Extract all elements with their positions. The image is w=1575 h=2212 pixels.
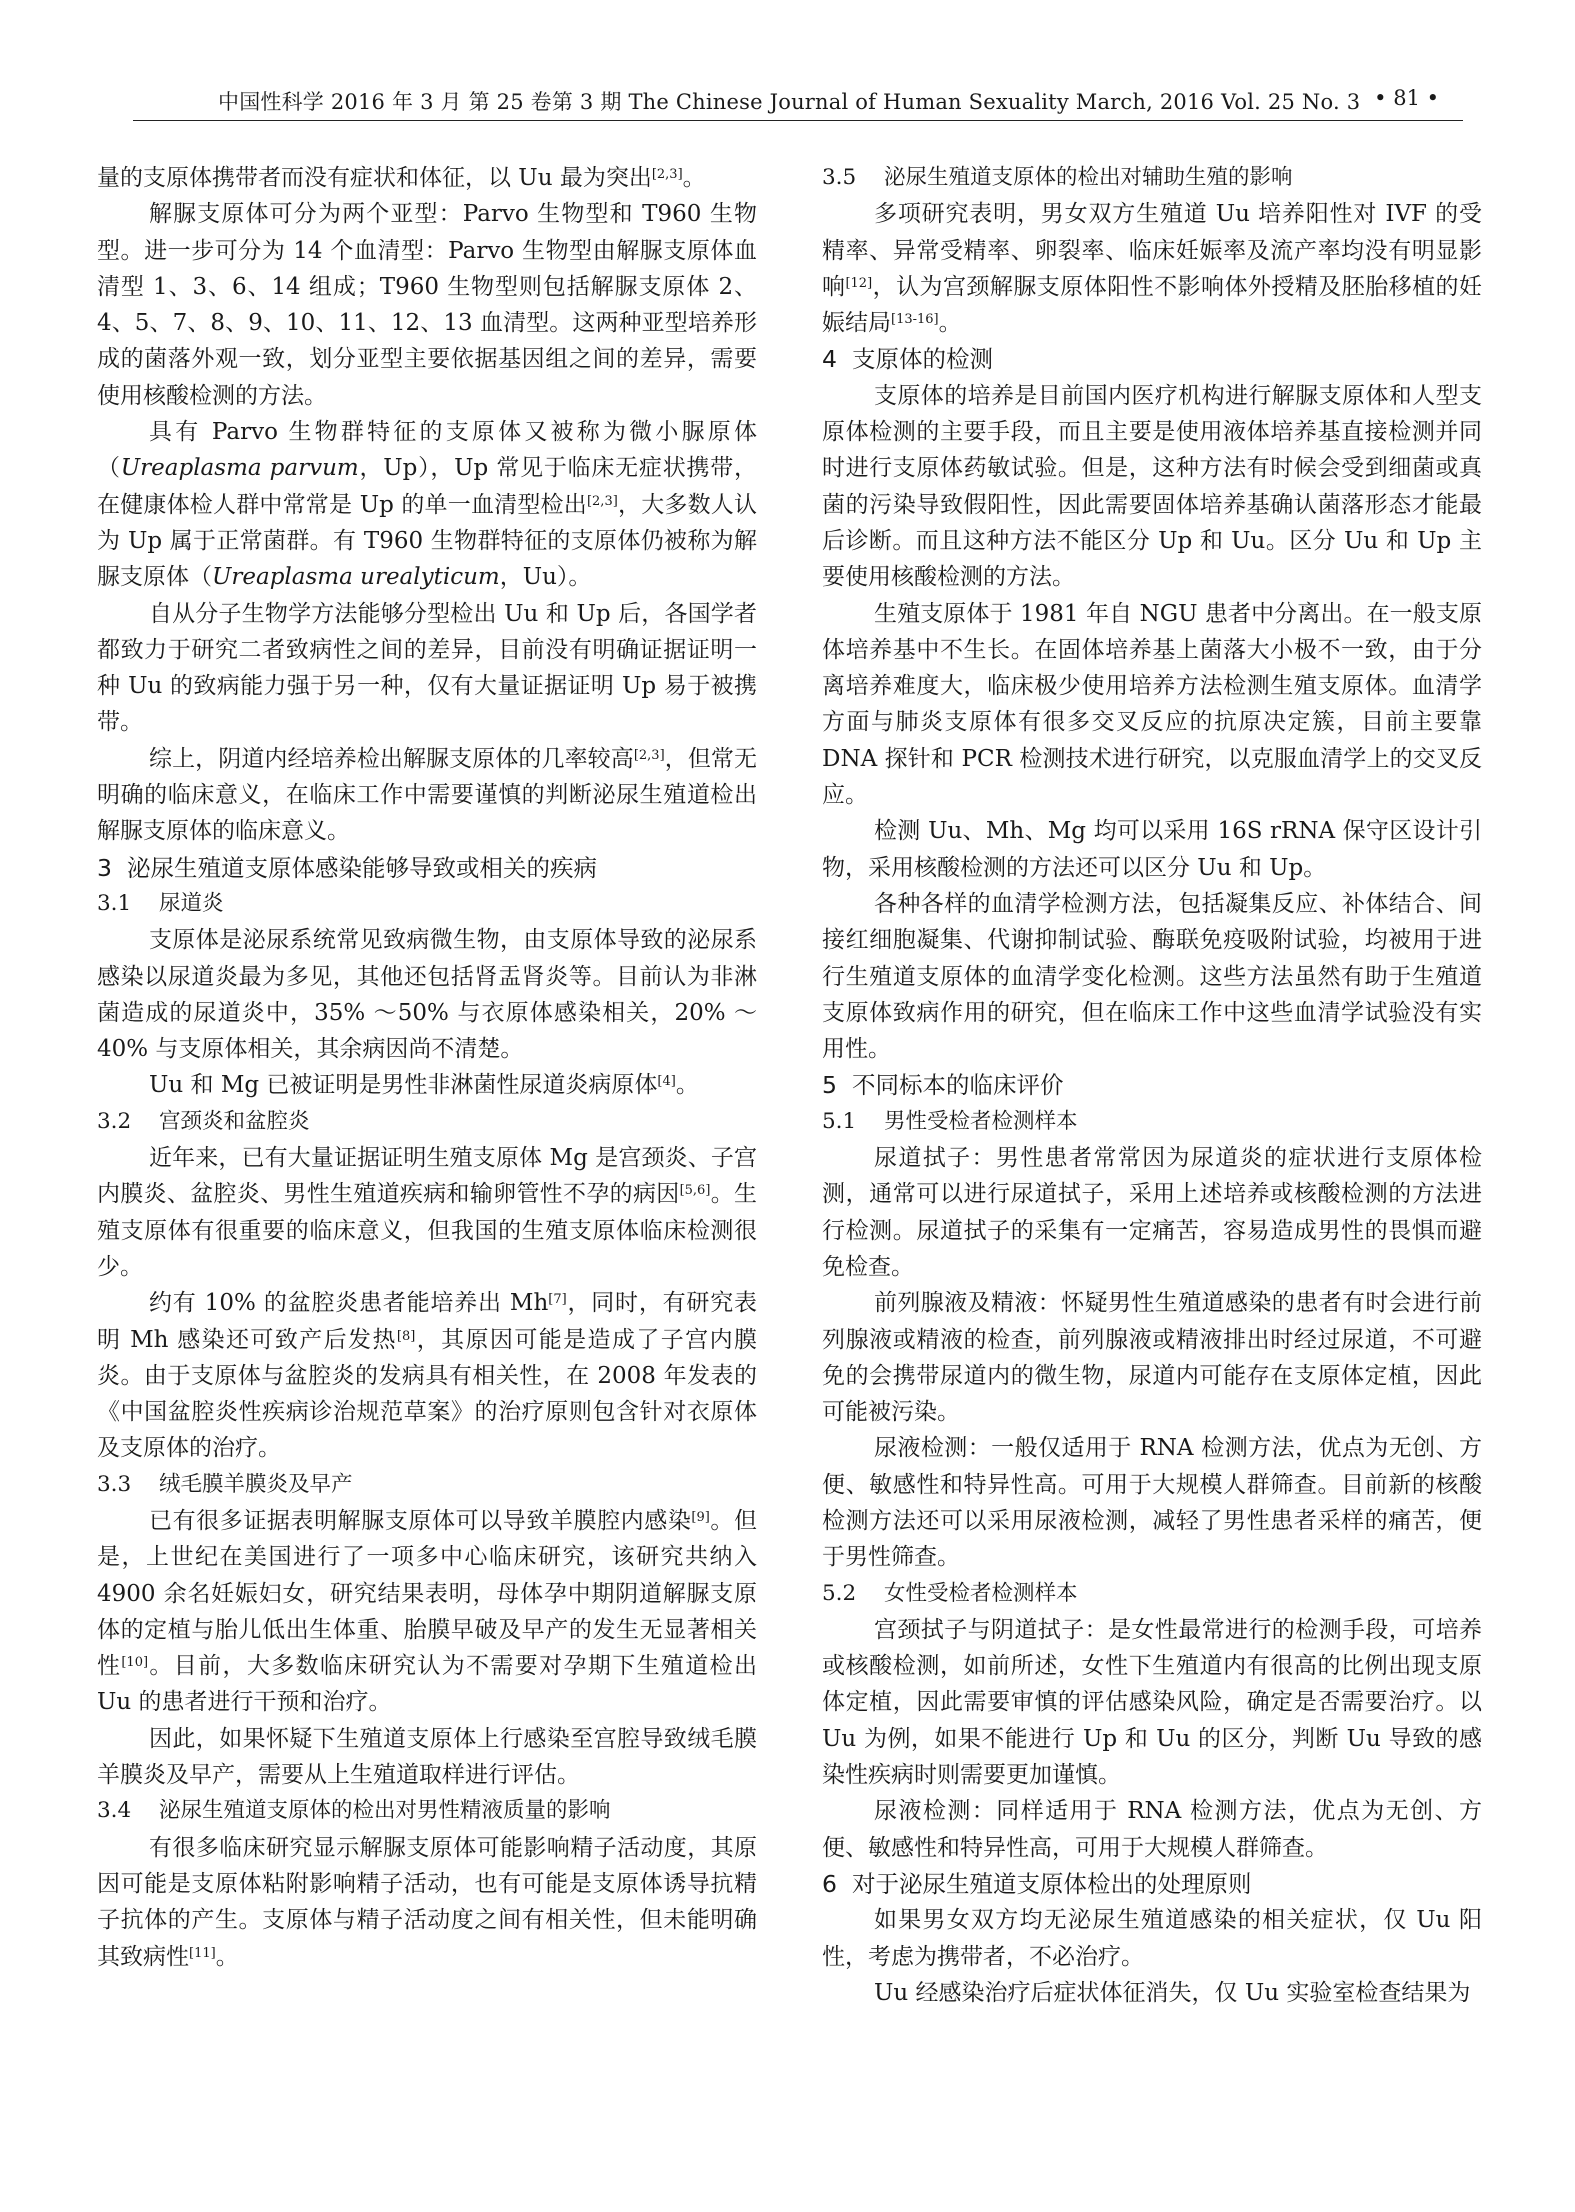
text-run: 具有 Parvo 生物群特征的支原体又被称为微小脲原体（: [97, 419, 757, 482]
journal-running-head: 中国性科学 2016 年 3 月 第 25 卷第 3 期 The Chinese Journal of Human Sexuality March, 2016 Vol. 25 No. 3: [218, 90, 1361, 114]
citation-ref: [5,6]: [679, 1183, 711, 1199]
latin-species-name: Ureaplasma urealyticum: [212, 564, 500, 591]
text-run: 。: [938, 310, 962, 337]
citation-ref: [8]: [396, 1328, 416, 1344]
body-paragraph: [822, 886, 1482, 1067]
section-title: 尿道炎: [159, 890, 224, 916]
text-run: ，但常无明确的临床意义，在临床工作中需要谨慎的判断泌尿生殖道检出解脲支原体的临床意义。: [97, 745, 758, 845]
subsection-heading: [97, 1467, 757, 1503]
body-paragraph: [822, 1975, 1482, 2011]
citation-ref: [7]: [548, 1292, 567, 1308]
text-run: 宫颈拭子与阴道拭子：是女性最常进行的检测手段，可培养或核酸检测，如前所述，女性下生殖道内有很高的比例出现支原体定植，因此需要审慎的评估感染风险，确定是否需要治疗。以 Uu 为例，如果不能进行 Up 和 Uu 的区分，判断 Uu 导致的感染性疾病时则需要更加谨慎。: [822, 1616, 1482, 1789]
section-number: 4: [822, 345, 837, 374]
text-run: 近年来，已有大量证据证明生殖支原体 Mg 是宫颈炎、子宫内膜炎、盆腔炎、男性生殖道疾病和输卵管性不孕的病因: [97, 1145, 757, 1208]
text-run: 自从分子生物学方法能够分型检出 Uu 和 Up 后，各国学者都致力于研究二者致病性之间的差异，目前没有明确证据证明一种 Uu 的致病能力强于另一种，仅有大量证据证明 Up 易于被携带。: [97, 600, 757, 736]
section-number: 6: [822, 1869, 837, 1898]
text-run: 。目前，大多数临床研究认为不需要对孕期下生殖道检出 Uu 的患者进行干预和治疗。: [97, 1653, 758, 1716]
section-title: 不同标本的临床评价: [852, 1071, 1064, 1100]
text-run: 前列腺液及精液：怀疑男性生殖道感染的患者有时会进行前列腺液或精液的检查，前列腺液或精液排出时经过尿道，不可避免的会携带尿道内的微生物，尿道内可能存在支原体定植，因此可能被污染。: [822, 1290, 1482, 1426]
text-run: 检测 Uu、Mh、Mg 均可以采用 16S rRNA 保守区设计引物，采用核酸检测的方法还可以区分 Uu 和 Up。: [822, 818, 1482, 881]
text-run: 。生殖支原体有很重要的临床意义，但我国的生殖支原体临床检测很少。: [97, 1181, 758, 1280]
text-run: 多项研究表明，男女双方生殖道 Uu 培养阳性对 IVF 的受精率、异常受精率、卵裂率、临床妊娠率及流产率均没有明显影响: [822, 201, 1482, 300]
text-run: 解脲支原体可分为两个亚型：Parvo 生物型和 T960 生物型。进一步可分为 14 个血清型：Parvo 生物型由解脲支原体血清型 1、3、6、14 组成；T960 生物型则包括解脲支原体 2、4、5、7、8、9、10、11、12、13 血清型。这两种亚型培养形成的菌落外观一致，划分亚型主要依据基因组之间的差异，需要使用核酸检测的方法。: [97, 201, 757, 409]
body-paragraph: [822, 1793, 1482, 1866]
subsection-heading: [822, 1104, 1482, 1140]
left-column: [97, 160, 757, 1975]
body-paragraph: [822, 1902, 1482, 1975]
body-paragraph: [97, 1721, 757, 1794]
section-title: 宫颈炎和盆腔炎: [159, 1108, 310, 1134]
citation-ref: [2,3]: [586, 493, 618, 509]
citation-ref: [13-16]: [891, 312, 939, 328]
citation-ref: [2,3]: [633, 747, 665, 763]
section-title: 绒毛膜羊膜炎及早产: [159, 1471, 353, 1497]
text-run: 有很多临床研究显示解脲支原体可能影响精子活动度，其原因可能是支原体粘附影响精子活动，也有可能是支原体诱导抗精子抗体的产生。支原体与精子活动度之间有相关性，但未能明确其致病性: [97, 1834, 757, 1970]
text-run: 尿液检测：同样适用于 RNA 检测方法，优点为无创、方便、敏感性和特异性高，可用于大规模人群筛查。: [822, 1798, 1482, 1861]
subsection-heading: [97, 1104, 757, 1140]
text-run: 支原体是泌尿系统常见致病微生物，由支原体导致的泌尿系感染以尿道炎最为多见，其他还包括肾盂肾炎等。目前认为非淋菌造成的尿道炎中，35% ～50% 与衣原体感染相关，20% ～40% 与支原体相关，其余病因尚不清楚。: [97, 927, 757, 1063]
section-number: 3: [97, 853, 112, 882]
citation-ref: [2,3]: [651, 167, 683, 182]
body-paragraph: [822, 1140, 1482, 1285]
section-number: 5.1: [822, 1108, 857, 1134]
body-paragraph: [97, 596, 757, 741]
section-number: 5: [822, 1071, 837, 1100]
body-paragraph: [822, 813, 1482, 886]
section-heading: [97, 850, 757, 886]
body-paragraph: [97, 160, 757, 196]
body-paragraph: [97, 1140, 757, 1285]
section-number: 3.5: [822, 165, 857, 190]
section-heading: [822, 341, 1482, 377]
body-paragraph: [822, 596, 1482, 814]
section-number: 3.1: [97, 890, 132, 916]
text-run: 量的支原体携带者而没有症状和体征，以 Uu 最为突出: [97, 165, 652, 191]
citation-ref: [11]: [189, 1945, 216, 1961]
page-number: • 81 •: [1374, 86, 1439, 110]
body-paragraph: [822, 1430, 1482, 1575]
text-run: 尿液检测：一般仅适用于 RNA 检测方法，优点为无创、方便、敏感性和特异性高。可用于大规模人群筛查。目前新的核酸检测方法还可以采用尿液检测，减轻了男性患者采样的痛苦，便于男性筛查。: [822, 1435, 1482, 1571]
body-paragraph: [97, 1830, 757, 1975]
citation-ref: [4]: [657, 1074, 676, 1090]
body-paragraph: [97, 414, 757, 595]
text-run: ，认为宫颈解脲支原体阳性不影响体外授精及胚胎移植的妊娠结局: [822, 273, 1483, 337]
text-run: 因此，如果怀疑下生殖道支原体上行感染至宫腔导致绒毛膜羊膜炎及早产，需要从上生殖道取样进行评估。: [97, 1725, 757, 1789]
section-title: 泌尿生殖道支原体的检出对男性精液质量的影响: [159, 1798, 611, 1824]
text-run: 已有很多证据表明解脲支原体可以导致羊膜腔内感染: [149, 1507, 692, 1534]
text-run: 。: [682, 165, 706, 191]
text-run: ，同时，有研究表明 Mh 感染还可致产后发热: [97, 1290, 758, 1353]
running-header: [133, 80, 1463, 121]
body-paragraph: [97, 741, 757, 850]
text-run: Uu 和 Mg 已被证明是男性非淋菌性尿道炎病原体: [149, 1072, 658, 1099]
body-paragraph: [97, 196, 757, 414]
section-title: 泌尿生殖道支原体感染能够导致或相关的疾病: [127, 853, 597, 882]
text-run: ，Up），Up 常见于临床无症状携带，在健康体检人群中常常是 Up 的单一血清型检出: [97, 455, 757, 518]
text-run: ，Uu）。: [499, 564, 592, 591]
section-heading: [822, 1067, 1482, 1103]
text-run: 综上，阴道内经培养检出解脲支原体的几率较高: [149, 745, 634, 772]
latin-species-name: Ureaplasma parvum: [120, 455, 359, 482]
section-heading: [822, 1866, 1482, 1902]
text-run: 支原体的培养是目前国内医疗机构进行解脲支原体和人型支原体检测的主要手段，而且主要是使用液体培养基直接检测并同时进行支原体药敏试验。但是，这种方法有时候会受到细菌或真菌的污染导致假阳性，因此需要固体培养基确认菌落形态才能最后诊断。而且这种方法不能区分 Up 和 Uu。区分 Uu 和 Up 主要使用核酸检测的方法。: [822, 382, 1482, 591]
text-run: 尿道拭子：男性患者常常因为尿道炎的症状进行支原体检测，通常可以进行尿道拭子，采用上述培养或核酸检测的方法进行检测。尿道拭子的采集有一定痛苦，容易造成男性的畏惧而避免检查。: [822, 1145, 1482, 1280]
body-paragraph: [97, 922, 757, 1067]
section-title: 男性受检者检测样本: [884, 1108, 1078, 1134]
text-run: 生殖支原体于 1981 年自 NGU 患者中分离出。在一般支原体培养基中不生长。在固体培养基上菌落大小极不一致，由于分离培养难度大，临床极少使用培养方法检测生殖支原体。血清学方面与肺炎支原体有很多交叉反应的抗原决定簇，目前主要靠 DNA 探针和 PCR 检测技术进行研究，以克服血清学上的交叉反应。: [822, 600, 1482, 809]
citation-ref: [9]: [691, 1509, 710, 1525]
text-run: Uu 经感染治疗后症状体征消失，仅 Uu 实验室检查结果为: [874, 1979, 1471, 2006]
body-paragraph: [822, 1612, 1482, 1793]
body-paragraph: [822, 196, 1482, 341]
section-number: 3.3: [97, 1471, 132, 1497]
text-run: 各种各样的血清学检测方法，包括凝集反应、补体结合、间接红细胞凝集、代谢抑制试验、酶联免疫吸附试验，均被用于进行生殖道支原体的血清学变化检测。这些方法虽然有助于生殖道支原体致病作用的研究，但在临床工作中这些血清学试验没有实用性。: [822, 890, 1482, 1063]
subsection-heading: [97, 886, 757, 922]
text-run: 。但是，上世纪在美国进行了一项多中心临床研究，该研究共纳入 4900 余名妊娠妇女，研究结果表明，母体孕中期阴道解脲支原体的定植与胎儿低出生体重、胎膜早破及早产的发生无显著相关性: [97, 1507, 758, 1680]
text-run: 。: [675, 1072, 699, 1099]
subsection-heading: [97, 1793, 757, 1829]
body-paragraph: [97, 1503, 757, 1721]
text-run: ，其原因可能是造成了子宫内膜炎。由于支原体与盆腔炎的发病具有相关性，在 2008 年发表的《中国盆腔炎性疾病诊治规范草案》的治疗原则包含针对衣原体及支原体的治疗。: [97, 1326, 757, 1462]
section-title: 泌尿生殖道支原体的检出对辅助生殖的影响: [884, 165, 1293, 190]
section-title: 女性受检者检测样本: [884, 1580, 1078, 1606]
body-paragraph: [97, 1285, 757, 1466]
body-paragraph: [97, 1067, 757, 1103]
subsection-heading: [822, 1576, 1482, 1612]
citation-ref: [10]: [121, 1655, 149, 1671]
body-paragraph: [822, 378, 1482, 596]
section-number: 3.4: [97, 1798, 132, 1824]
section-number: 3.2: [97, 1108, 132, 1134]
text-run: 如果男女双方均无泌尿生殖道感染的相关症状，仅 Uu 阳性，考虑为携带者，不必治疗。: [822, 1907, 1482, 1970]
section-title: 对于泌尿生殖道支原体检出的处理原则: [852, 1869, 1252, 1898]
citation-ref: [12]: [845, 275, 873, 291]
text-run: 约有 10% 的盆腔炎患者能培养出 Mh: [149, 1290, 549, 1317]
text-run: 。: [215, 1943, 239, 1970]
right-column: [822, 160, 1482, 2011]
section-title: 支原体的检测: [852, 345, 993, 374]
body-paragraph: [822, 1285, 1482, 1430]
text-run: ，大多数人认为 Up 属于正常菌群。有 T960 生物群特征的支原体仍被称为解脲支原体（: [97, 491, 758, 591]
subsection-heading: [822, 160, 1482, 196]
section-number: 5.2: [822, 1580, 857, 1606]
